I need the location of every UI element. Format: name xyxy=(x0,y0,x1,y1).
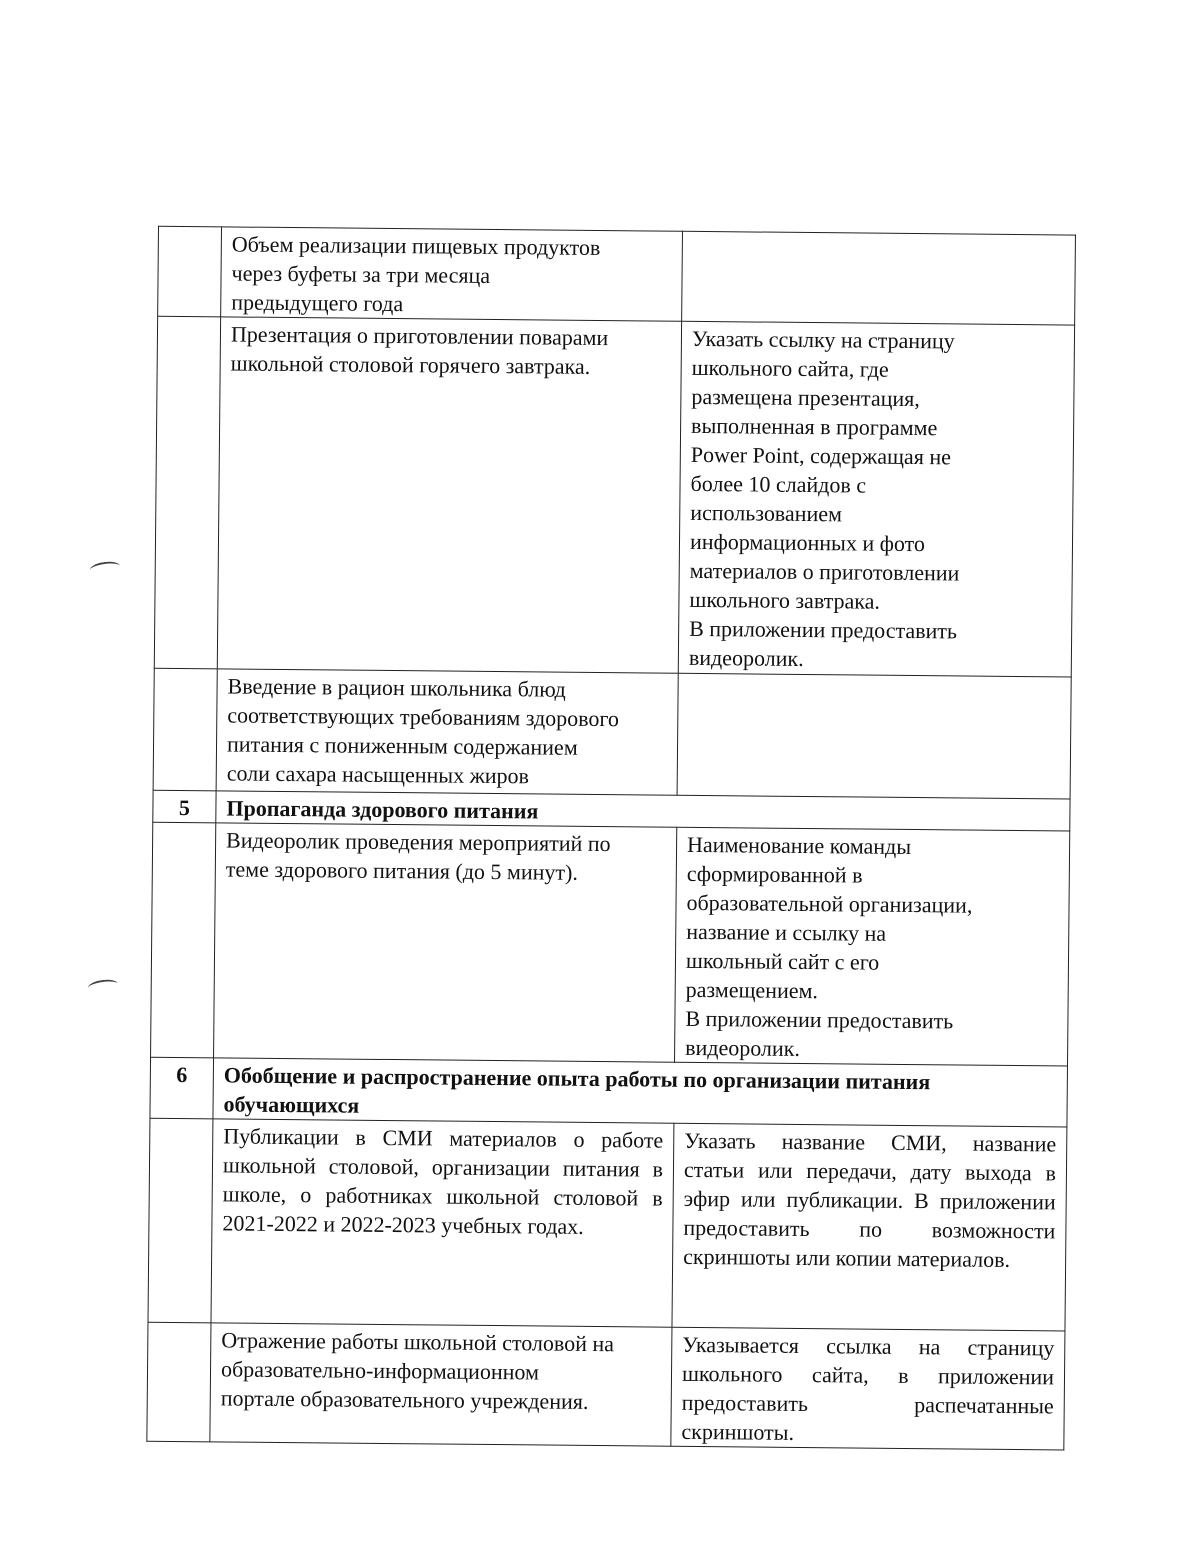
requirement-cell: Указать ссылку на страницу школьного сайта, где размещена презентация, выполненная в программе Power Point, содержащая не более 10 слайдов с использованием информационных и фото материалов о приготовлении школьного завтрака. В приложении предоставить видеоролик. xyxy=(678,321,1074,677)
row-number xyxy=(154,316,220,669)
row-number xyxy=(151,822,216,1058)
requirement-cell: Наименование команды сформированной в образовательной организации, название и ссылку на школьный сайт с его размещением. В приложении предоставить видеоролик. xyxy=(675,827,1070,1066)
table-row xyxy=(158,226,1076,325)
criteria-table xyxy=(146,226,1076,1451)
table-row xyxy=(151,822,1070,1066)
row-number xyxy=(148,1118,213,1323)
criterion-cell: Отражение работы школьной столовой на образовательно-информационном портале образовательного учреждения. xyxy=(210,1323,672,1446)
criterion-cell: Объем реализации пищевых продуктов через буфеты за три месяца предыдущего года xyxy=(221,227,683,321)
criterion-cell: Публикации в СМИ материалов о работе школьной столовой, организации питания в школе, о работниках школьной столовой в 2021-2022 и 2022-2023 учебных годах. xyxy=(211,1119,674,1327)
table-row xyxy=(153,668,1071,799)
row-number xyxy=(147,1322,211,1442)
table-row xyxy=(147,1322,1065,1450)
criterion-cell: Введение в рацион школьника блюд соответствующих требованиям здорового питания с пониженным содержанием соли сахара насыщенных жиров xyxy=(216,669,678,795)
section-title: Обобщение и распространение опыта работы по организации питания обучающихся xyxy=(213,1058,1068,1127)
table-row xyxy=(148,1118,1067,1331)
requirement-cell xyxy=(682,231,1076,325)
row-number xyxy=(158,226,222,317)
criterion-cell: Видеоролик проведения мероприятий по теме здорового питания (до 5 минут). xyxy=(214,823,677,1062)
criterion-cell: Презентация о приготовлении поварами школьной столовой горячего завтрака. xyxy=(217,317,681,673)
requirement-cell: Указывается ссылка на страницу школьного сайта, в приложении предоставить распечатанные скриншоты. xyxy=(671,1327,1065,1450)
row-number xyxy=(153,668,217,791)
section-number: 5 xyxy=(153,790,216,823)
section-number: 6 xyxy=(150,1057,214,1119)
requirement-cell xyxy=(677,673,1071,799)
requirement-cell: Указать название СМИ, название статьи или передачи, дату выхода в эфир или публикации. В приложении предоставить по возможности скриншоты или копии материалов. xyxy=(672,1123,1067,1331)
section-title: Пропаганда здорового питания xyxy=(216,791,1070,831)
table-row xyxy=(154,316,1074,677)
section-row xyxy=(150,1057,1068,1127)
